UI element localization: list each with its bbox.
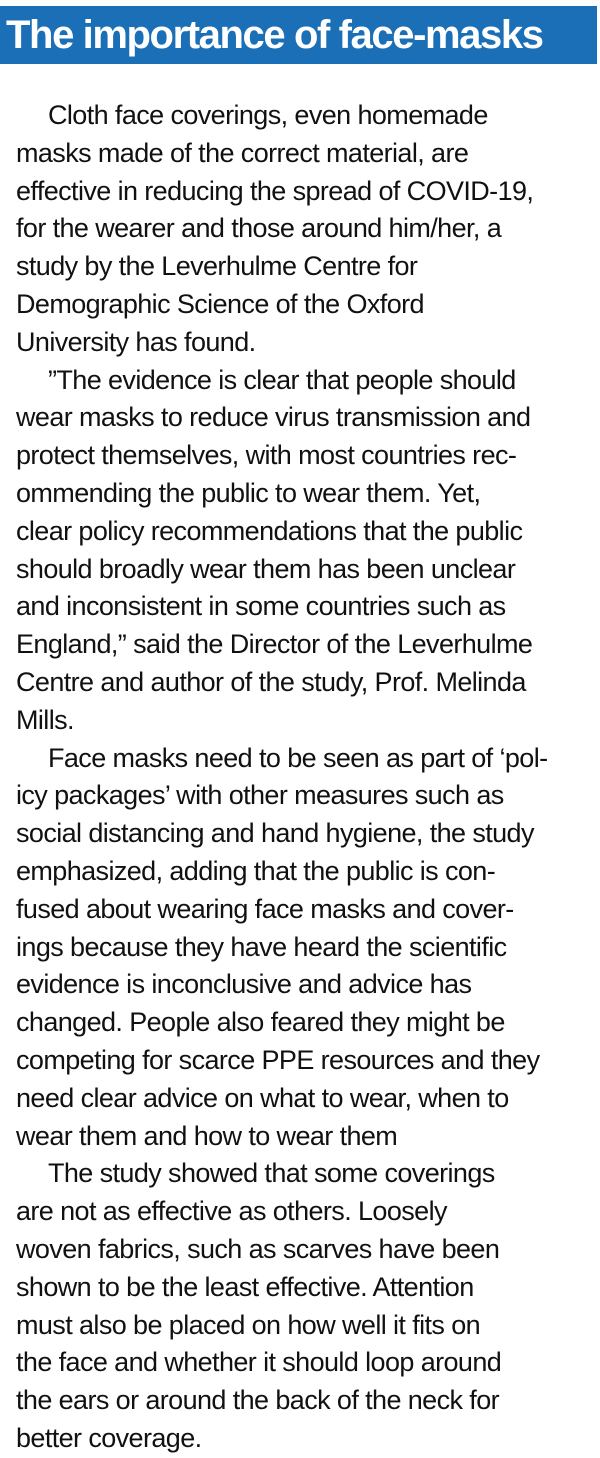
paragraph-line: the face and whether it should loop around	[16, 1347, 502, 1378]
paragraph-line: wear masks to reduce virus transmission and	[16, 402, 531, 433]
paragraph-line: England,” said the Director of the Leverhulme	[16, 629, 533, 660]
paragraph-line: Demographic Science of the Oxford	[16, 288, 424, 319]
paragraph-line: woven fabrics, such as scarves have been	[16, 1233, 500, 1264]
paragraph-1	[16, 97, 594, 362]
paragraph-line: ”The evidence is clear that people should	[48, 364, 516, 395]
paragraph-line: and inconsistent in some countries such as	[16, 591, 506, 622]
headline: The importance of face-masks	[6, 13, 543, 57]
paragraph-4	[16, 1155, 594, 1457]
paragraph-line: clear policy recommendations that the public	[16, 515, 523, 546]
paragraph-line: emphasized, adding that the public is con-	[16, 855, 496, 886]
paragraph-line: ings because they have heard the scientific	[16, 931, 507, 962]
paragraph-line: protect themselves, with most countries rec-	[16, 440, 517, 471]
paragraph-line: masks made of the correct material, are	[16, 137, 469, 168]
paragraph-line: icy packages’ with other measures such as	[16, 780, 504, 811]
paragraph-line: The study showed that some coverings	[48, 1158, 495, 1189]
paragraph-line: Mills.	[16, 704, 74, 735]
paragraph-line: for the wearer and those around him/her, a	[16, 213, 502, 244]
paragraph-line: better coverage.	[16, 1422, 202, 1453]
paragraph-line: University has found.	[16, 326, 256, 357]
paragraph-line: Cloth face coverings, even homemade	[48, 100, 488, 130]
paragraph-line: should broadly wear them has been unclear	[16, 553, 516, 584]
paragraph-2	[16, 362, 594, 740]
paragraph-line: changed. People also feared they might be	[16, 1007, 505, 1038]
paragraph-line: Face masks need to be seen as part of ‘pol-	[48, 742, 548, 773]
paragraph-line: competing for scarce PPE resources and they	[16, 1044, 540, 1075]
paragraph-line: evidence is inconclusive and advice has	[16, 969, 472, 1000]
paragraph-line: Centre and author of the study, Prof. Melinda	[16, 666, 526, 697]
paragraph-line: ommending the public to wear them. Yet,	[16, 477, 481, 508]
paragraph-line: need clear advice on what to wear, when to	[16, 1082, 509, 1113]
article-body	[16, 97, 594, 1458]
paragraph-line: social distancing and hand hygiene, the study	[16, 818, 534, 849]
paragraph-line: study by the Leverhulme Centre for	[16, 251, 418, 282]
paragraph-line: effective in reducing the spread of COVID-19,	[16, 175, 534, 206]
paragraph-line: must also be placed on how well it fits on	[16, 1309, 481, 1340]
paragraph-3	[16, 740, 594, 1156]
paragraph-line: are not as effective as others. Loosely	[16, 1196, 447, 1227]
headline-bar	[0, 6, 597, 64]
paragraph-line: wear them and how to wear them	[16, 1120, 398, 1151]
paragraph-line: fused about wearing face masks and cover-	[16, 893, 514, 924]
paragraph-line: the ears or around the back of the neck for	[16, 1385, 500, 1416]
paragraph-line: shown to be the least effective. Attention	[16, 1271, 474, 1302]
